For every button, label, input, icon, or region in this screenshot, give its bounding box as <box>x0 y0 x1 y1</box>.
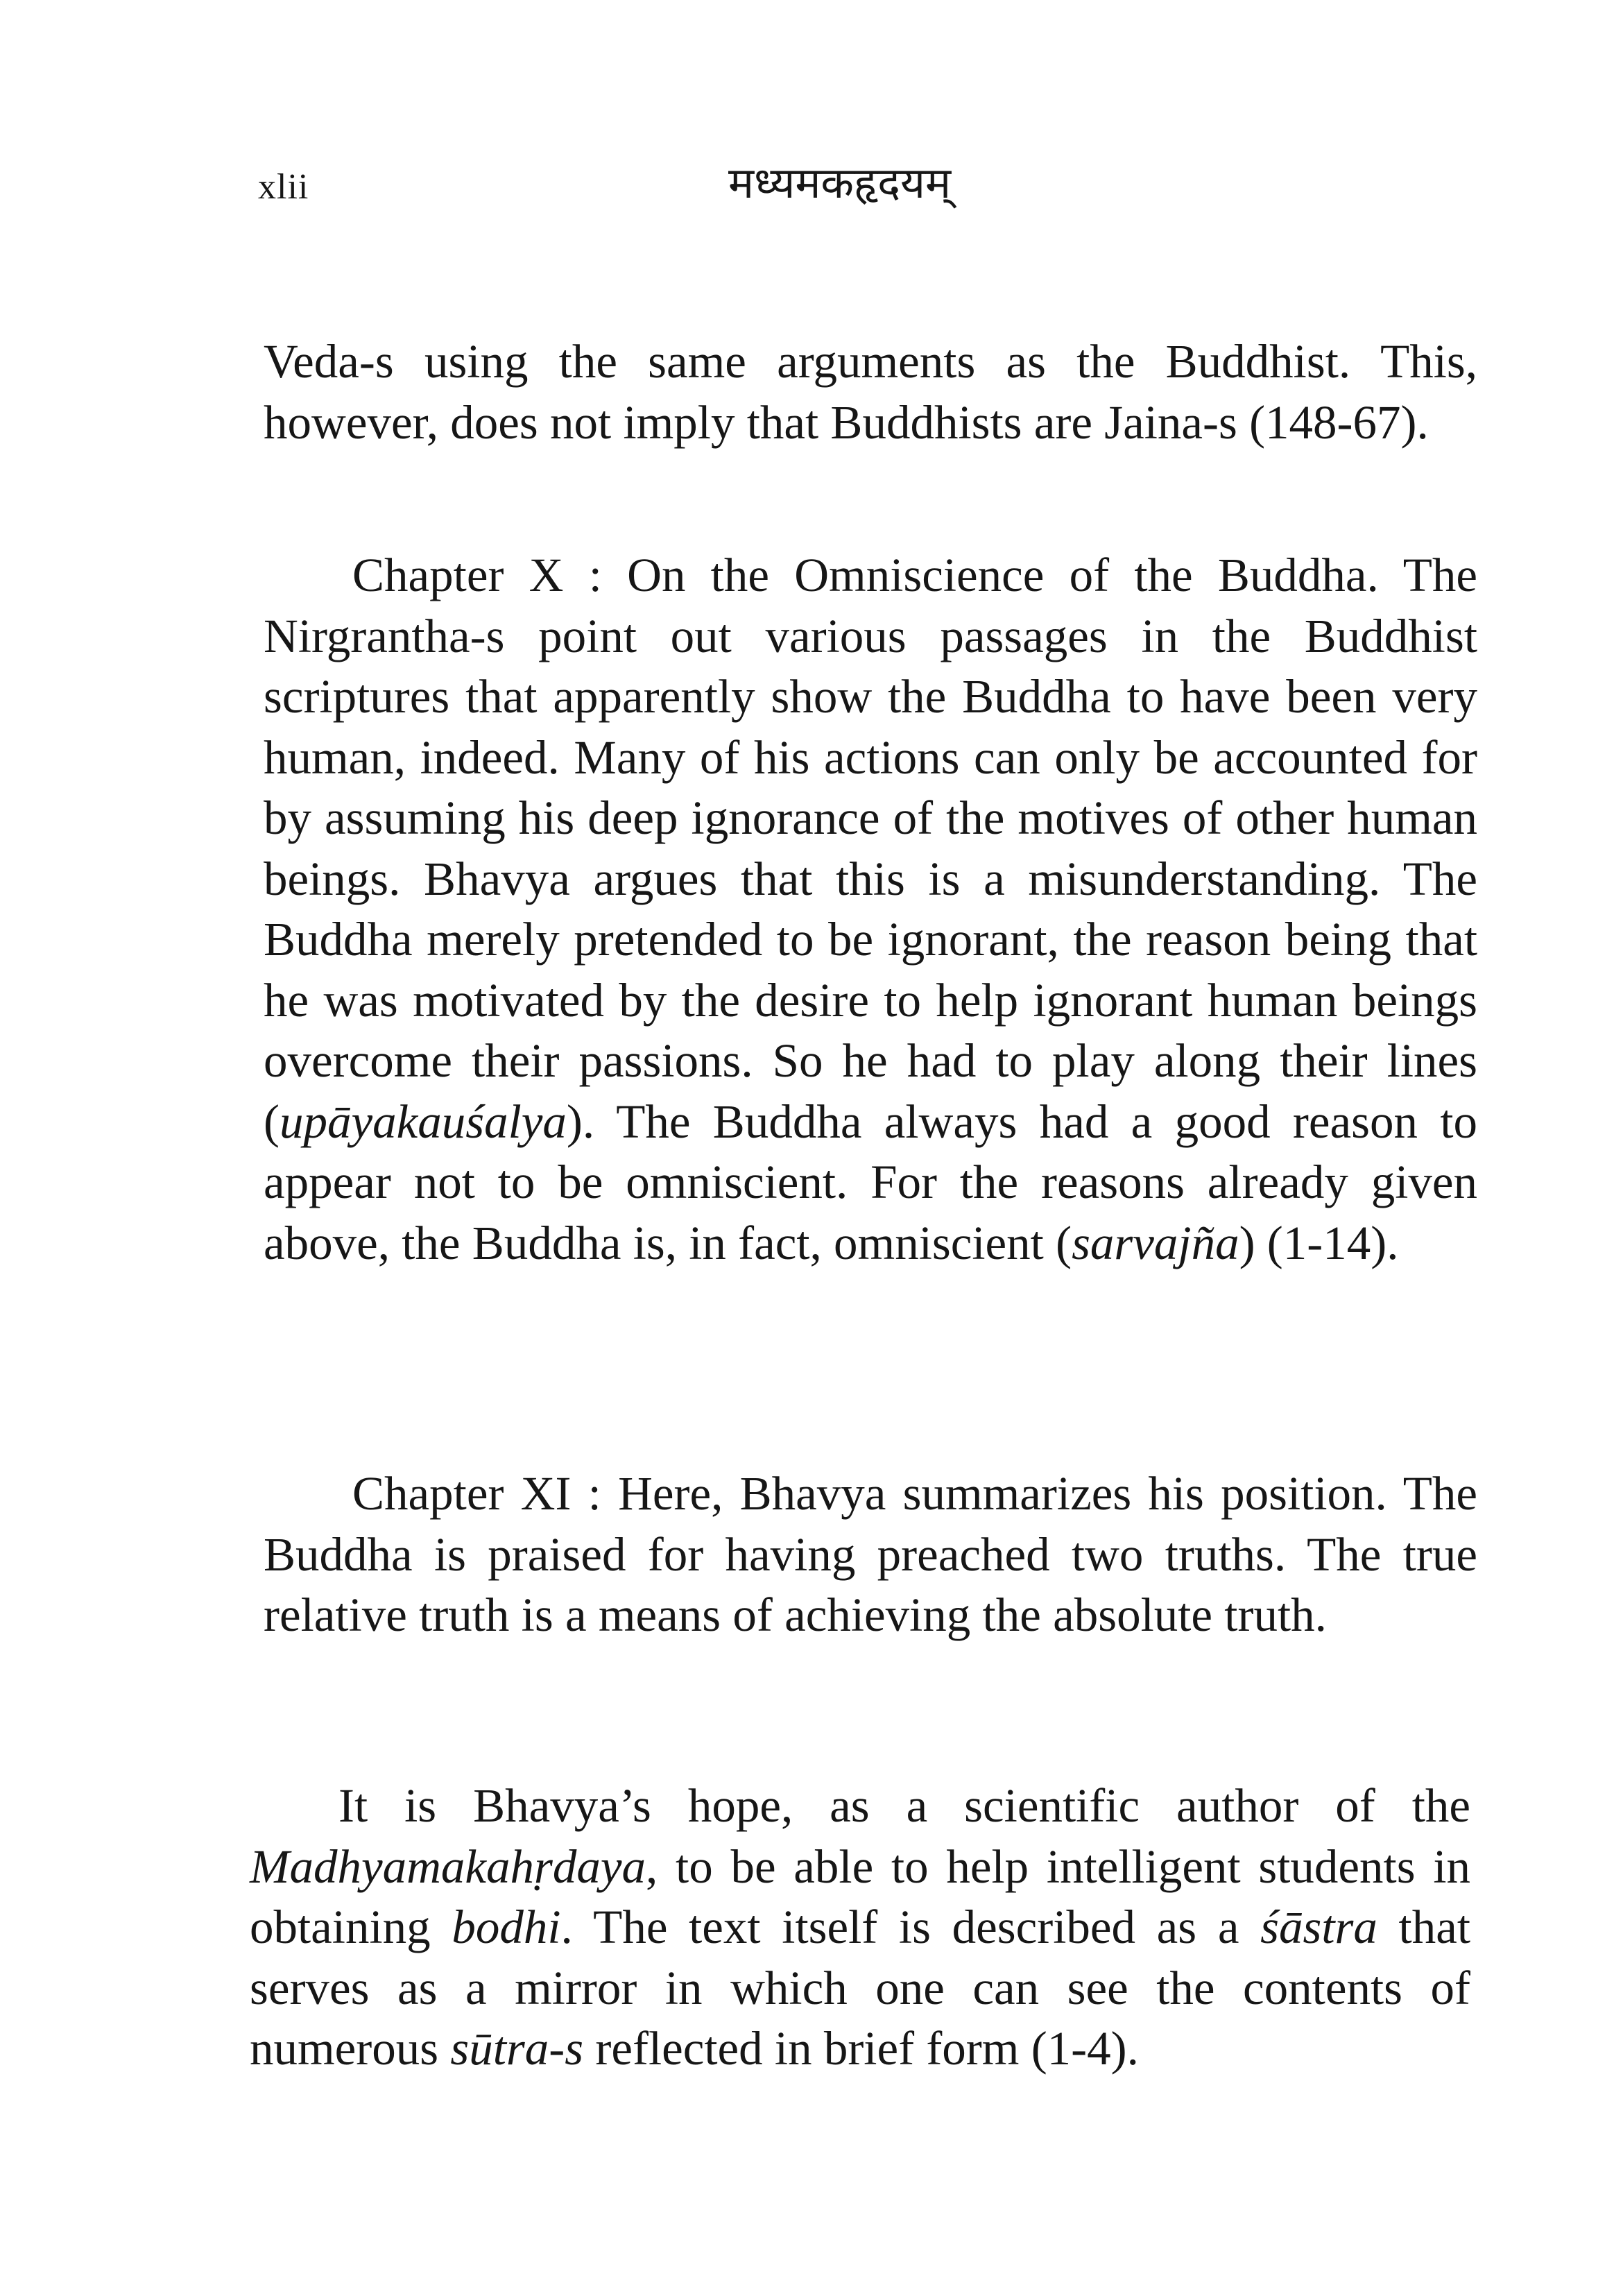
paragraph-text: . The text itself is described as a <box>560 1901 1261 1953</box>
chapter-label: Chapter XI : <box>352 1467 601 1520</box>
paragraph-text: ). The Buddha always had a good reason to appear not to be omniscient. For the reasons already given above, the Buddha is, in fact, omniscient ( <box>264 1095 1477 1269</box>
paragraph-text: , to be able to help intelligent students in obtaining <box>250 1840 1470 1953</box>
paragraph-text: ) (1-14). <box>1239 1216 1399 1269</box>
running-title: मध्यमकहृदयम् <box>728 157 952 208</box>
paragraph-continuation <box>264 332 1477 453</box>
paragraph-text: On the Omniscience of the Buddha. The Nirgrantha-s point out various passages in the Buddhist scriptures that apparently show the Buddha to have been very human, indeed. Many of his actions can only be accounted for by assuming his deep ignorance of the motives of other human beings. Bhavya argues that this is a misunderstanding. The Buddha merely pretended to be ignorant, the reason being that he was motivated by the desire to help ignorant human beings overcome their passions. So he had to play along their lines ( <box>264 549 1478 1148</box>
italic-term: śāstra <box>1260 1901 1377 1953</box>
italic-term: sūtra-s <box>450 2022 584 2075</box>
paragraph-text: Here, Bhavya summarizes his position. The Buddha is praised for having preached two truths. The true relative truth is a means of achieving the absolute truth. <box>264 1467 1477 1641</box>
chapter-label: Chapter X : <box>352 549 602 601</box>
paragraph-text: It is Bhavya’s hope, as a scientific author of the <box>338 1779 1470 1832</box>
italic-term: Madhyamakahṛdaya <box>250 1840 646 1893</box>
paragraph-text: Veda-s using the same arguments as the Buddhist. This, however, does not imply that Buddhists are Jaina-s (148-67). <box>264 335 1477 449</box>
paragraph-conclusion <box>250 1776 1470 2080</box>
italic-term: sarvajña <box>1072 1216 1239 1269</box>
paragraph-text: that serves as a mirror in which one can see the contents of numerous <box>250 1901 1471 2075</box>
paragraph-text: reflected in brief form (1-4). <box>583 2022 1139 2075</box>
paragraph-chapter-x <box>264 545 1477 1274</box>
italic-term: upāyakauśalya <box>279 1095 567 1148</box>
paragraph-chapter-xi <box>264 1464 1477 1646</box>
page-number: xlii <box>258 167 309 207</box>
italic-term: bodhi <box>452 1901 561 1953</box>
